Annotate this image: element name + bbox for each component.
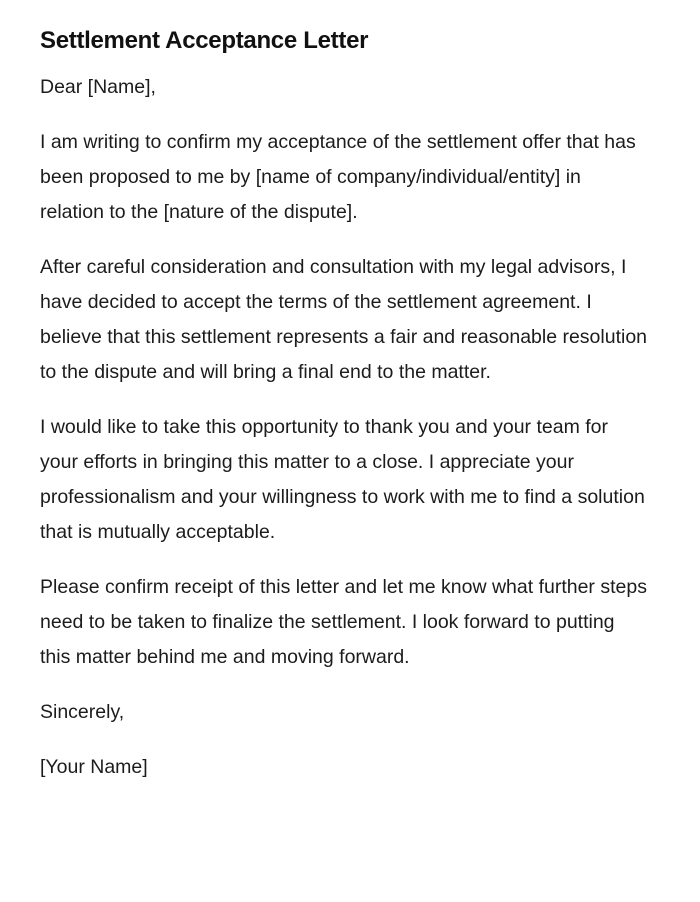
letter-paragraph-confirmation: I am writing to confirm my acceptance of the settlement offer that has been proposed to me by [name of company/individual/entity] in relation to the [nature of the dispute]. xyxy=(40,131,636,223)
letter-document xyxy=(40,0,650,785)
letter-paragraph-thanks: I would like to take this opportunity to thank you and your team for your efforts in bringing this matter to a close. I appreciate your professionalism and your willingness to work with me to find a solution that is mutually acceptable. xyxy=(40,416,645,543)
letter-greeting: Dear [Name], xyxy=(40,76,156,98)
letter-closing: Sincerely, xyxy=(40,701,125,723)
letter-title: Settlement Acceptance Letter xyxy=(40,27,369,54)
letter-signature: [Your Name] xyxy=(40,756,148,778)
letter-paragraph-decision: After careful consideration and consultation with my legal advisors, I have decided to accept the terms of the settlement agreement. I believe that this settlement represents a fair and reasonable resolution to the dispute and will bring a final end to the matter. xyxy=(40,256,648,383)
letter-paragraph-next-steps: Please confirm receipt of this letter and let me know what further steps need to be taken to finalize the settlement. I look forward to putting this matter behind me and moving forward. xyxy=(40,576,647,668)
